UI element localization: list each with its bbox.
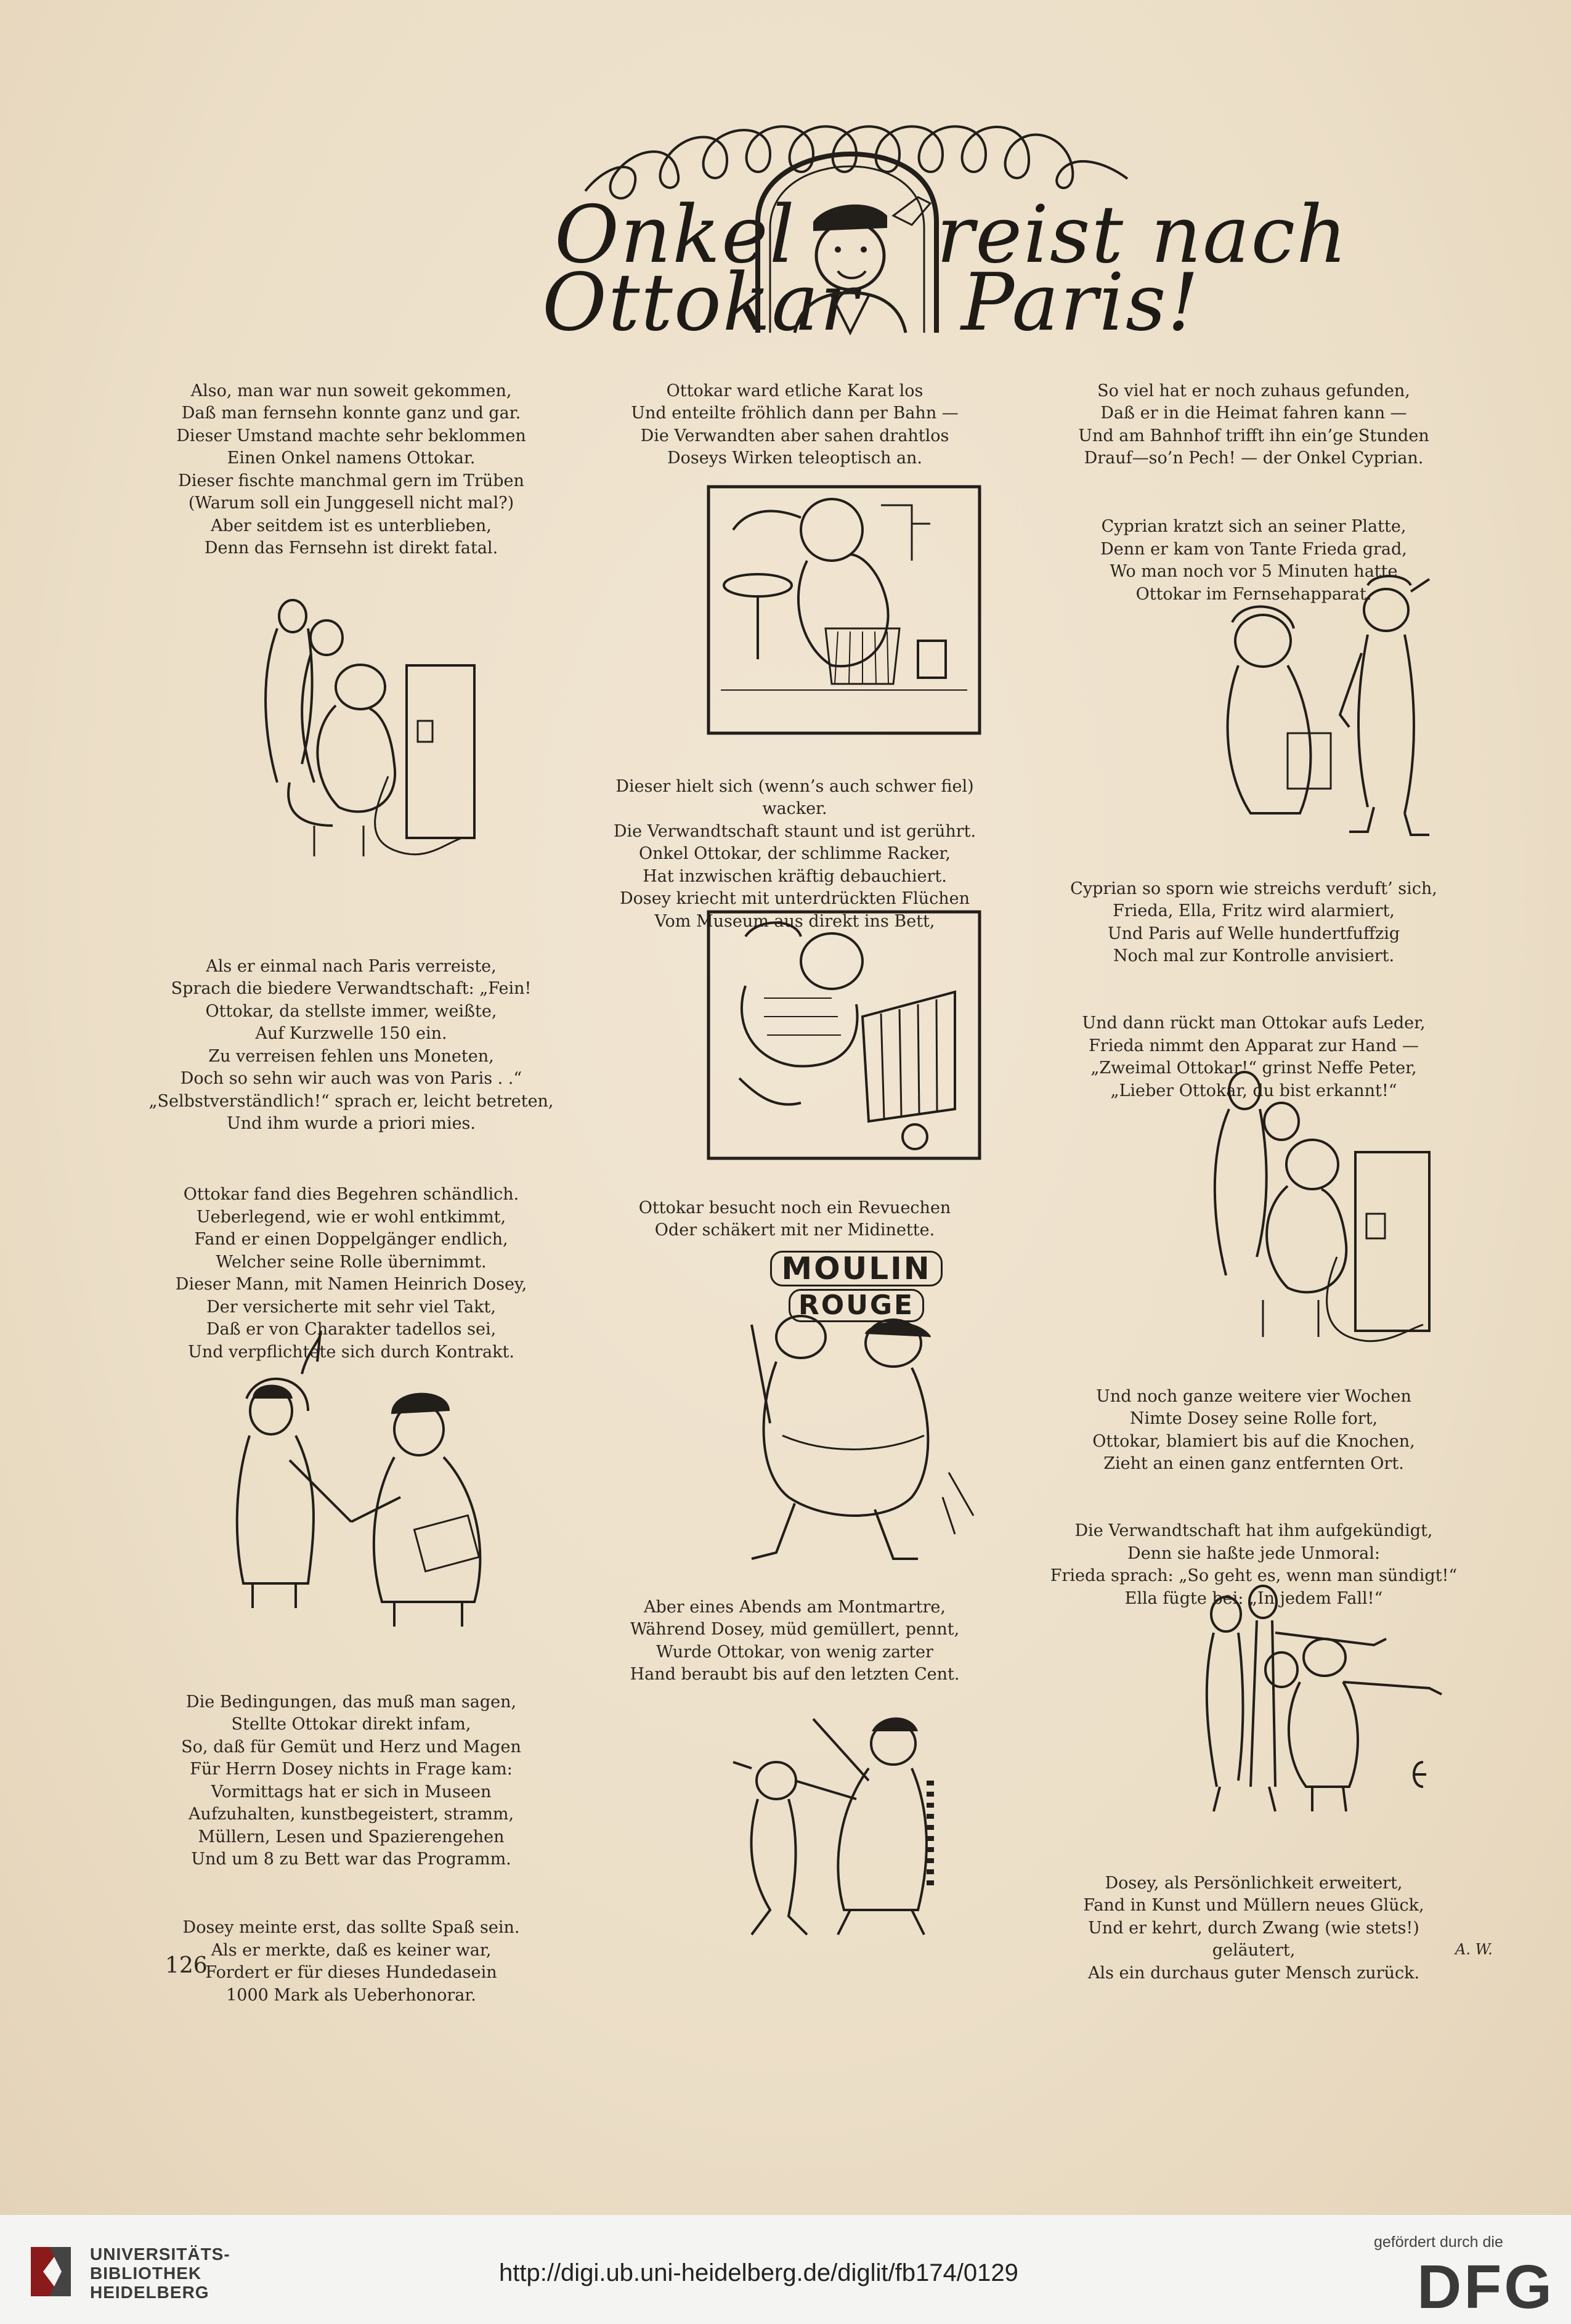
right-column-4	[1047, 1850, 1460, 2020]
left-stanza-5: Dosey meinte erst, das sollte Spaß sein. Als er merkte, daß es keiner war, Fordert er für dieses Hundedasein 1000 Mark als Ueberhonorar.	[182, 1918, 520, 2005]
moulin-rouge-sign	[770, 1251, 943, 1322]
right-stanza-4: Und dann rückt man Ottokar aufs Leder, Frieda nimmt den Apparat zur Hand — „Zweimal Ottokar!“ grinst Neffe Peter, „Lieber Ottokar, du bist erkannt!“	[1082, 1014, 1426, 1100]
title-paris: Paris!	[961, 257, 1200, 349]
author-signature: A. W.	[1455, 1941, 1493, 1958]
illustration-handshake-doppelgaenger	[216, 1337, 536, 1639]
institution-line2: BIBLIOTHEK	[90, 2264, 202, 2283]
institution-line1: UNIVERSITÄTS-	[90, 2245, 230, 2264]
middle-stanza-4: Aber eines Abends am Montmartre, Während Dosey, müd gemüllert, pennt, Wurde Ottokar, von wenig zarter Hand beraubt bis auf den letzten Cent.	[630, 1597, 960, 1684]
middle-stanza-2: Dieser hielt sich (wenn’s auch schwer fiel) wacker. Die Verwandtschaft staunt und ist gerührt. Onkel Ottokar, der schlimme Racker, Hat inzwischen kräftig debauchiert. Dosey kriecht mit unterdrückten Flüchen Vom Museum aus direkt ins Bett,	[613, 776, 976, 931]
left-stanza-4: Die Bedingungen, das muß man sagen, Stellte Ottokar direkt infam, So, daß für Gemüt und Herz und Magen Für Herrn Dosey nichts in Frage kam: Vormittags hat er sich in Museen Aufzuhalten, kunstbegeistert, stramm, Müllern, Lesen und Spazierengehen Und um 8 zu Bett war das Programm.	[181, 1692, 521, 1869]
funding-caption: gefördert durch die	[1374, 2233, 1503, 2251]
middle-column-4	[591, 1574, 998, 1721]
illustration-relatives-pointing	[1183, 1577, 1454, 1848]
title-reist-nach: reist nach	[936, 189, 1349, 281]
institution-line3: HEIDELBERG	[90, 2283, 209, 2302]
right-stanza-6: Die Verwandtschaft hat ihm aufgekündigt, Denn sie haßte jede Unmoral: Frieda sprach: „So geht es, wenn man sündigt!“ Ella fügte bei: „In jedem Fall!“	[1050, 1521, 1458, 1608]
title-portrait-illustration	[745, 148, 949, 339]
illustration-cyprian-station	[1208, 573, 1466, 844]
moulin-sign-line1: MOULIN	[770, 1251, 943, 1286]
middle-column	[591, 357, 998, 505]
left-column-3	[148, 1668, 554, 2042]
left-column-2	[148, 933, 554, 1399]
middle-stanza-3: Ottokar besucht noch ein Revuechen Oder schäkert mit ner Midinette.	[638, 1198, 951, 1240]
institution-name[interactable]	[90, 2245, 230, 2302]
illustration-ottokar-moulin-rouge	[733, 1312, 980, 1571]
page-number: 126	[165, 1953, 208, 1978]
right-stanza-1: So viel hat er noch zuhaus gefunden, Daß er in die Heimat fahren kann — Und am Bahnhof trifft ihn ein’ge Stunden Drauf—so’n Pech! — der Onkel Cyprian.	[1078, 381, 1429, 468]
left-column	[148, 357, 554, 595]
left-stanza-2: Als er einmal nach Paris verreiste, Sprach die biedere Verwandtschaft: „Fein! Ottokar, da stellste immer, weißte, Auf Kurzwelle 150 ein. Zu verreisen fehlen uns Moneten, Doch so sehn wir auch was von Paris . .“ „Selbstverständlich!“ sprach er, leicht betreten, Und ihm wurde a priori mies.	[148, 956, 554, 1133]
dfg-logo-icon[interactable]: DFG	[1417, 2253, 1555, 2322]
footer-bar	[0, 2215, 1571, 2324]
left-stanza-3: Ottokar fand dies Begehren schändlich. Ueberlegend, wie er wohl entkimmt, Fand er einen Doppelgänger endlich, Welcher seine Rolle übernimmt. Dieser Mann, mit Namen Heinrich Dosey, Der versicherte mit sehr viel Takt, Daß er von Charakter tadellos sei, Und verpflichtete sich durch Kontrakt.	[175, 1185, 527, 1362]
illustration-ottokar-robbed	[727, 1707, 973, 1941]
illustration-family-tv-two-ottokars	[1183, 1054, 1454, 1362]
illustration-dosey-bed	[708, 912, 980, 1158]
right-stanza-3: Cyprian so sporn wie streichs verduft’ sich, Frieda, Ella, Fritz wird alarmiert, Und Paris auf Welle hundertfuffzig Noch mal zur Kontrolle anvisiert.	[1070, 879, 1437, 965]
right-stanza-2: Cyprian kratzt sich an seiner Platte, Denn er kam von Tante Frieda grad, Wo man noch vor 5 Minuten hatte Ottokar im Fernsehapparat.	[1100, 517, 1407, 604]
left-stanza-1: Also, man war nun soweit gekommen, Daß man fernsehn konnte ganz und gar. Dieser Umstand machte sehr beklommen Einen Onkel namens Ottokar. Dieser fischte manchmal gern im Trüben (Warum soll ein Junggesell nicht mal?) Aber seitdem ist es unterblieben, Denn das Fernsehn ist direkt fatal.	[176, 381, 526, 558]
title-onkel: Onkel	[554, 189, 796, 281]
title-ottokar: Ottokar	[542, 257, 859, 349]
illustration-family-tv	[222, 579, 518, 875]
moulin-sign-line2: ROUGE	[789, 1289, 924, 1322]
uni-heidelberg-logo-icon[interactable]	[25, 2241, 75, 2302]
right-stanza-5: Und noch ganze weitere vier Wochen Nimte Dosey seine Rolle fort, Ottokar, blamiert bis auf die Knochen, Zieht an einen ganz entfernten Ort.	[1092, 1386, 1415, 1473]
illustration-dosey-washing	[708, 487, 980, 733]
middle-stanza-1: Ottokar ward etliche Karat los Und enteilte fröhlich dann per Bahn — Die Verwandten aber sahen drahtlos Doseys Wirken teleoptisch an.	[631, 381, 959, 468]
permalink-url[interactable]: http://digi.ub.uni-heidelberg.de/diglit/fb174/0129	[499, 2259, 1018, 2286]
right-stanza-7: Dosey, als Persönlichkeit erweitert, Fand in Kunst und Müllern neues Glück, Und er kehrt, durch Zwang (wie stets!) geläutert, Als ein durchaus guter Mensch zurück.	[1083, 1873, 1424, 1983]
